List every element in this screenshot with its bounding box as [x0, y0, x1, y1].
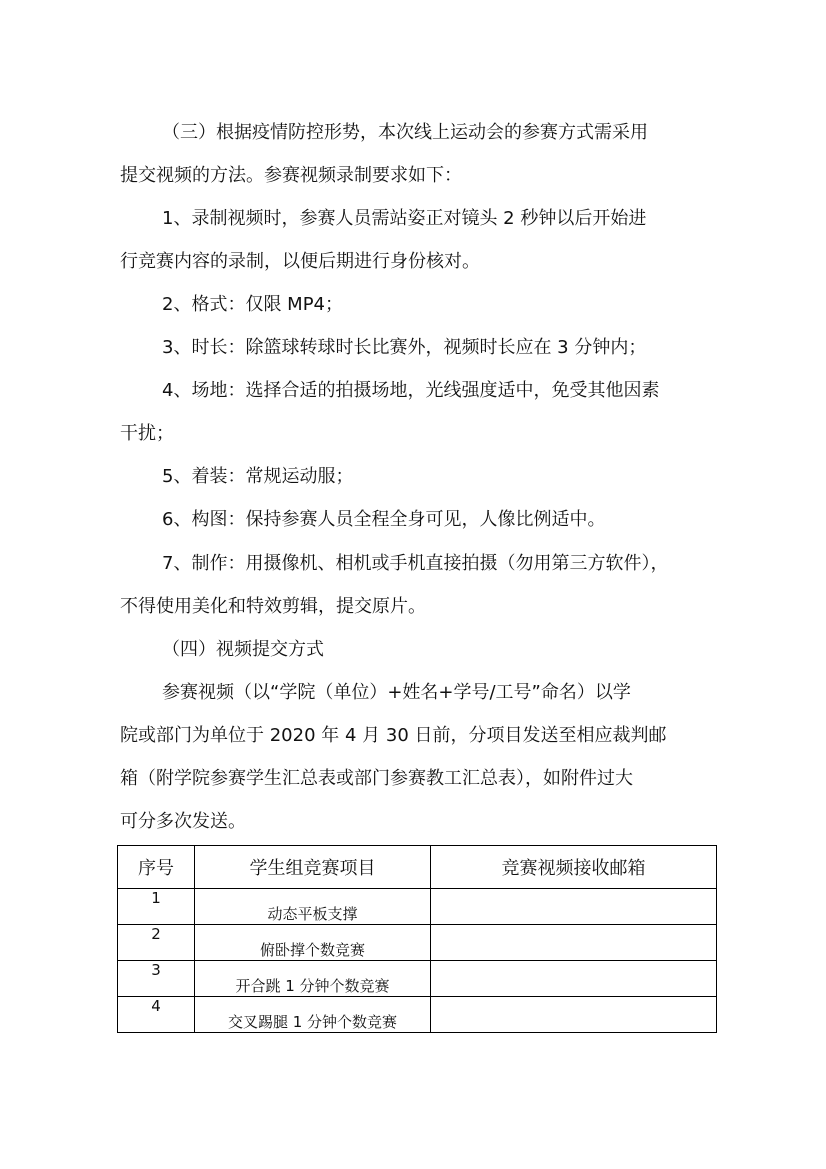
row-event: 开合跳 1 分钟个数竞赛: [195, 961, 431, 997]
submission-line3: 箱（附学院参赛学生汇总表或部门参赛教工汇总表），如附件过大: [120, 768, 633, 789]
row-number: 1: [118, 889, 195, 925]
requirement-1-line2: 行竞赛内容的录制，以便后期进行身份核对。: [120, 251, 480, 272]
header-number: 序号: [118, 846, 195, 889]
section-three-heading-line1: （三）根据疫情防控形势，本次线上运动会的参赛方式需采用: [162, 122, 648, 143]
requirement-7-line1: 7、制作：用摄像机、相机或手机直接拍摄（勿用第三方软件），: [162, 553, 669, 574]
requirement-4-line2: 干扰；: [120, 423, 174, 444]
submission-line4: 可分多次发送。: [120, 811, 246, 832]
requirement-4-line1: 4、场地：选择合适的拍摄场地，光线强度适中，免受其他因素: [162, 380, 660, 401]
requirement-2: 2、格式：仅限 MP4；: [162, 294, 344, 315]
submission-line2: 院或部门为单位于 2020 年 4 月 30 日前，分项目发送至相应裁判邮: [120, 725, 667, 746]
requirement-7-line2: 不得使用美化和特效剪辑，提交原片。: [120, 596, 426, 617]
section-four-heading: （四）视频提交方式: [162, 639, 324, 660]
row-event: 俯卧撑个数竞赛: [195, 925, 431, 961]
row-number: 4: [118, 997, 195, 1033]
row-email: [431, 889, 717, 925]
submission-line1: 参赛视频（以“学院（单位）+姓名+学号/工号”命名）以学: [162, 682, 631, 703]
row-email: [431, 997, 717, 1033]
table-row: [118, 961, 717, 997]
events-email-table: [117, 845, 717, 1033]
table-row: [118, 997, 717, 1033]
header-email: 竞赛视频接收邮箱: [431, 846, 717, 889]
row-email: [431, 925, 717, 961]
requirement-5: 5、着装：常规运动服；: [162, 466, 354, 487]
table-header-row: [118, 846, 717, 889]
row-number: 3: [118, 961, 195, 997]
row-event: 交叉踢腿 1 分钟个数竞赛: [195, 997, 431, 1033]
section-three-heading-line2: 提交视频的方法。参赛视频录制要求如下：: [120, 165, 462, 186]
requirement-3: 3、时长：除篮球转球时长比赛外，视频时长应在 3 分钟内；: [162, 337, 647, 358]
row-email: [431, 961, 717, 997]
header-event: 学生组竞赛项目: [195, 846, 431, 889]
requirement-6: 6、构图：保持参赛人员全程全身可见，人像比例适中。: [162, 509, 606, 530]
table-row: [118, 925, 717, 961]
requirement-1-line1: 1、录制视频时，参赛人员需站姿正对镜头 2 秒钟以后开始进: [162, 208, 647, 229]
table-row: [118, 889, 717, 925]
row-event: 动态平板支撑: [195, 889, 431, 925]
row-number: 2: [118, 925, 195, 961]
